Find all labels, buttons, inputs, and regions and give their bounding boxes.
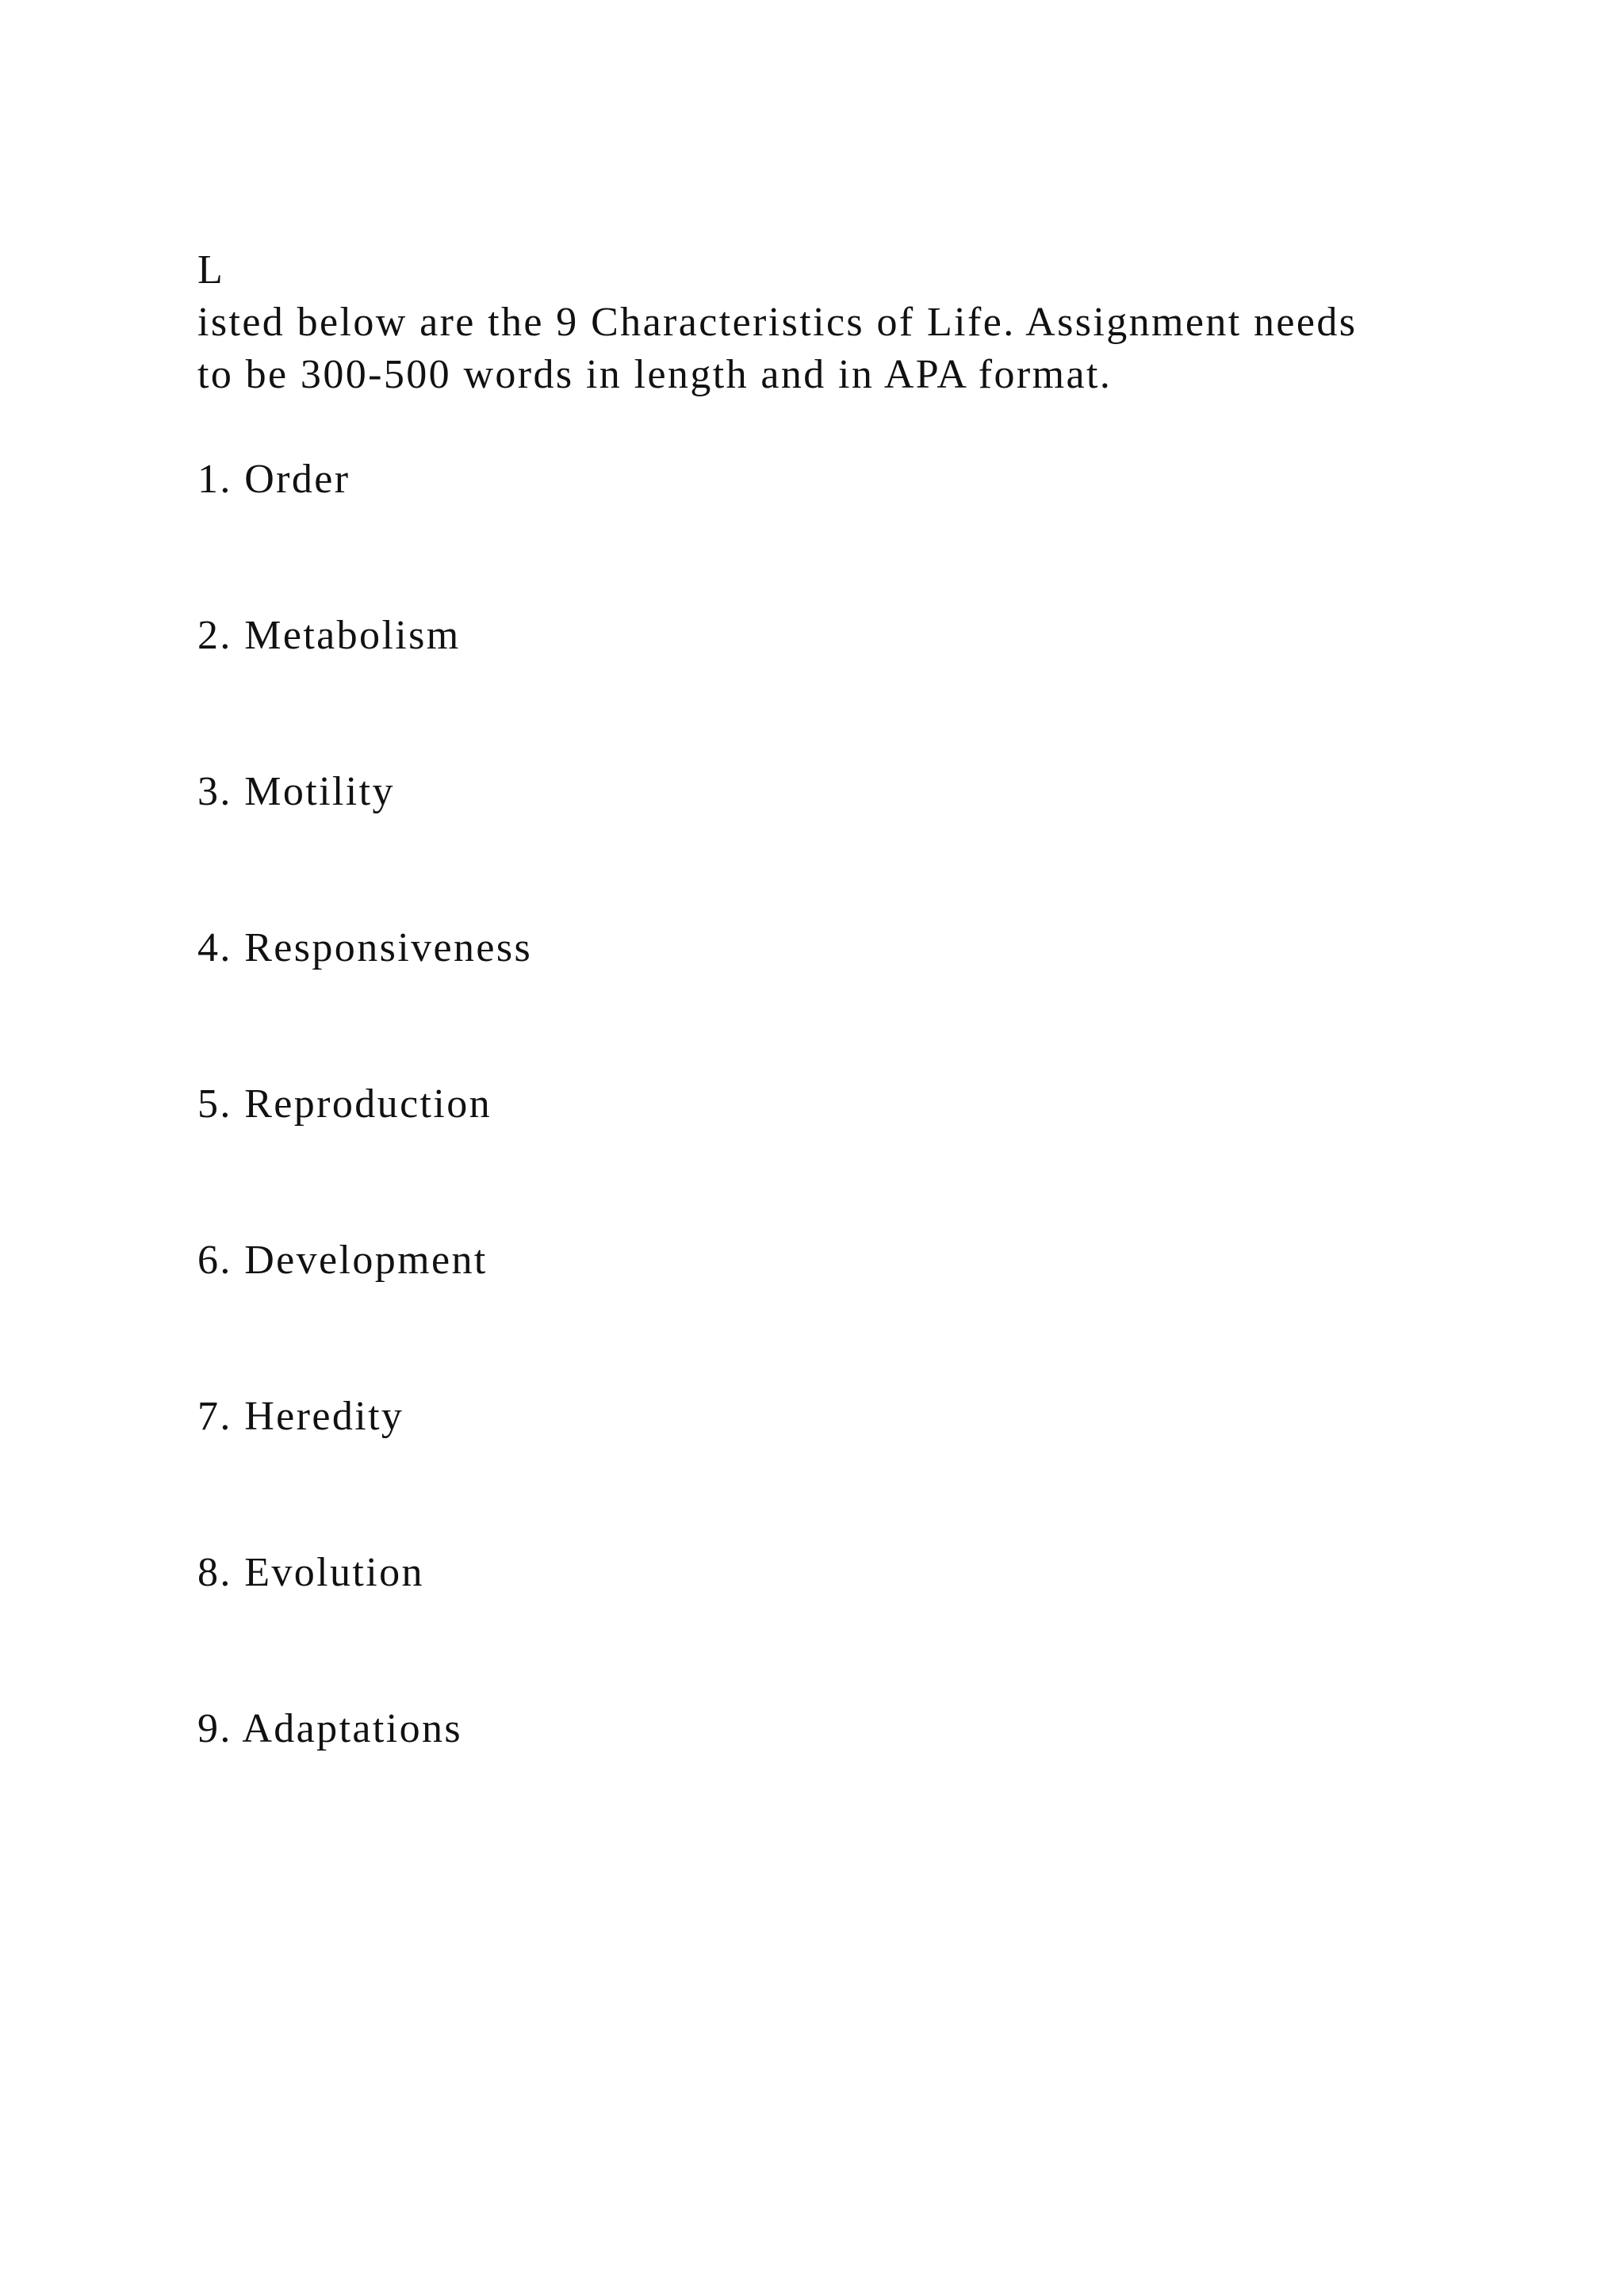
intro-line: isted below are the 9 Characteristics of Life. Assignment needs — [197, 300, 1358, 345]
list-item: 5. Reproduction — [197, 1081, 492, 1127]
list-item: 6. Development — [197, 1238, 488, 1283]
list-item: 3. Motility — [197, 769, 395, 814]
intro-line: to be 300-500 words in length and in APA format. — [197, 352, 1113, 397]
list-item: 7. Heredity — [197, 1394, 404, 1439]
list-item: 4. Responsiveness — [197, 925, 533, 970]
list-item: 2. Metabolism — [197, 613, 461, 658]
intro-line: L — [197, 247, 225, 293]
list-item: 8. Evolution — [197, 1550, 424, 1595]
characteristics-list — [197, 453, 532, 1859]
assignment-intro — [197, 244, 1545, 401]
list-item: 9. Adaptations — [197, 1706, 463, 1751]
list-item: 1. Order — [197, 457, 350, 502]
